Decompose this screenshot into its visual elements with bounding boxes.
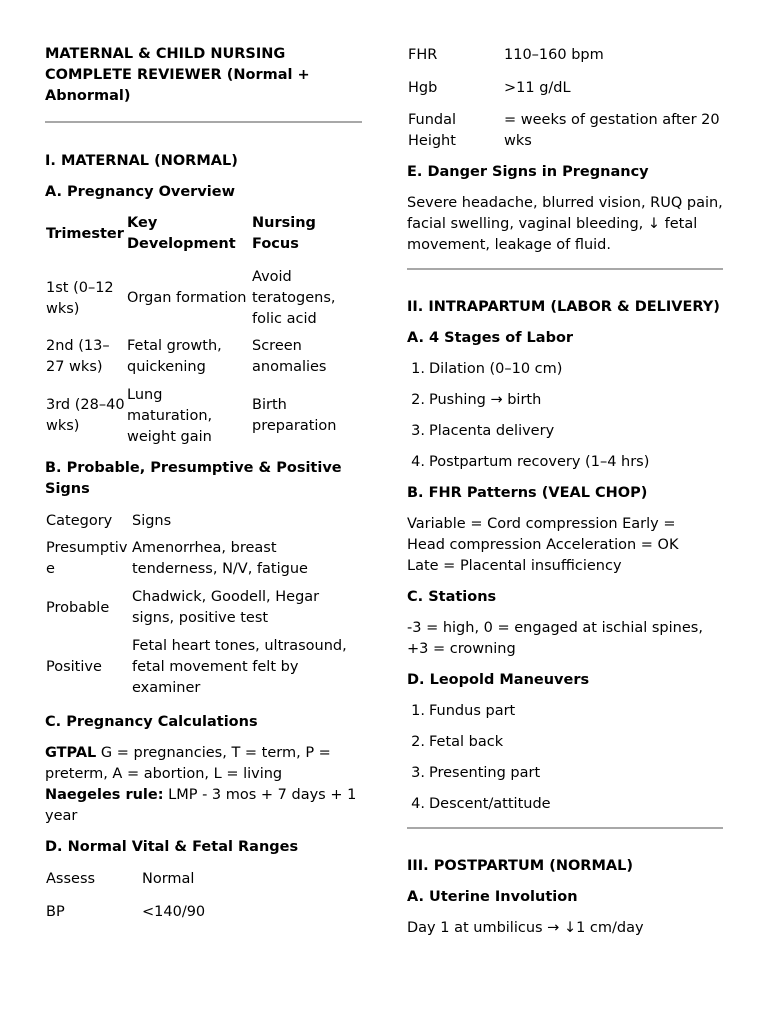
table-cell: = weeks of gestation after 20 wks — [504, 112, 720, 149]
list-item: 3. Presenting part — [411, 765, 541, 781]
table-cell: Probable — [46, 599, 110, 616]
table-cell: Avoid teratogens, folic acid — [252, 269, 336, 327]
list-item: 4. Postpartum recovery (1–4 hrs) — [411, 454, 650, 470]
table-header-row — [45, 868, 341, 901]
table-cell: 1st (0–12 wks) — [46, 279, 114, 317]
list-item: 2. Pushing → birth — [411, 392, 542, 408]
signs-table — [45, 510, 362, 704]
table-row — [45, 330, 362, 384]
table-cell: Lung maturation, weight gain — [127, 386, 213, 445]
table-row — [45, 586, 362, 630]
right-column — [407, 44, 723, 939]
fhr-patterns-heading: B. FHR Patterns (VEAL CHOP) — [407, 485, 648, 501]
table-row — [45, 532, 362, 586]
table-cell: Presumptive — [46, 540, 128, 577]
table-cell: Chadwick, Goodell, Hegar signs, positive test — [132, 589, 320, 626]
table-cell: Fetal heart tones, ultrasound, fetal movement felt by examiner — [132, 637, 347, 696]
gtpal-paragraph — [45, 743, 362, 827]
list-item: 1. Dilation (0–10 cm) — [411, 361, 563, 377]
table-cell: Hgb — [408, 79, 438, 96]
section-intrapartum-heading: II. INTRAPARTUM (LABOR & DELIVERY) — [407, 299, 720, 315]
list-item: 1. Fundus part — [411, 703, 516, 719]
gtpal-label: GTPAL — [45, 745, 97, 761]
vitals-table-part-1 — [45, 868, 341, 923]
left-column — [45, 44, 362, 923]
gtpal-text: G = pregnancies, T = term, P = preterm, A = abortion, L = living — [45, 745, 331, 782]
section-divider — [45, 121, 362, 123]
table-header-cell: Trimester — [46, 225, 124, 242]
table-header-row — [45, 510, 362, 532]
table-header-cell: Nursing Focus — [252, 215, 316, 252]
calculations-heading: C. Pregnancy Calculations — [45, 714, 258, 730]
table-header-cell: Assess — [46, 870, 96, 887]
table-cell: <140/90 — [142, 903, 206, 920]
table-cell: >11 g/dL — [504, 79, 571, 96]
table-row — [45, 267, 362, 330]
stages-heading: A. 4 Stages of Labor — [407, 330, 574, 346]
signs-heading: B. Probable, Presumptive & Positive Signs — [45, 460, 342, 497]
section-divider — [407, 268, 723, 270]
involution-heading: A. Uterine Involution — [407, 889, 578, 905]
table-cell: Birth preparation — [252, 397, 337, 434]
table-cell: 2nd (13–27 wks) — [46, 338, 110, 375]
danger-signs-heading: E. Danger Signs in Pregnancy — [407, 164, 649, 180]
vitals-table-part-2 — [407, 44, 723, 152]
table-cell: 110–160 bpm — [504, 46, 604, 63]
list-item: 3. Placenta delivery — [411, 423, 555, 439]
table-header-cell: Normal — [142, 870, 195, 887]
table-row — [45, 630, 362, 704]
table-cell: Screen anomalies — [252, 338, 327, 375]
table-cell: Organ formation — [127, 290, 247, 306]
list-item: 2. Fetal back — [411, 734, 504, 750]
table-cell: Fundal Height — [408, 112, 457, 149]
stations-text: -3 = high, 0 = engaged at ischial spines, +3 = crowning — [407, 620, 703, 657]
list-item: 4. Descent/attitude — [411, 796, 551, 812]
pregnancy-overview-heading: A. Pregnancy Overview — [45, 184, 235, 200]
section-divider — [407, 827, 723, 829]
pregnancy-overview-table — [45, 213, 362, 448]
table-row — [407, 110, 723, 152]
table-row — [45, 901, 341, 923]
table-cell: Amenorrhea, breast tenderness, N/V, fatigue — [132, 540, 308, 577]
section-postpartum-heading: III. POSTPARTUM (NORMAL) — [407, 858, 633, 874]
table-cell: 3rd (28–40 wks) — [46, 397, 125, 434]
naegele-text: LMP - 3 mos + 7 days + 1 year — [45, 787, 357, 824]
danger-signs-text: Severe headache, blurred vision, RUQ pain, facial swelling, vaginal bleeding, ↓ fetal movement, leakage of fluid. — [407, 195, 723, 253]
naegele-label: Naegeles rule: — [45, 787, 164, 803]
table-row — [407, 44, 723, 77]
table-cell: FHR — [408, 46, 438, 63]
fhr-patterns-text: Variable = Cord compression Early = Head compression Acceleration = OK Late = Placental insufficiency — [407, 516, 679, 574]
involution-text: Day 1 at umbilicus → ↓1 cm/day — [407, 920, 644, 936]
section-maternal-heading: I. MATERNAL (NORMAL) — [45, 153, 238, 169]
table-header-row — [45, 213, 362, 267]
table-cell: Fetal growth, quickening — [127, 338, 222, 375]
table-cell: BP — [46, 903, 65, 920]
table-header-cell: Category — [46, 512, 113, 529]
table-cell: Positive — [46, 658, 102, 675]
document-title: MATERNAL & CHILD NURSING COMPLETE REVIEWER (Normal + Abnormal) — [45, 46, 310, 104]
stations-heading: C. Stations — [407, 589, 497, 605]
table-header-cell: Signs — [132, 512, 172, 529]
table-row — [407, 77, 723, 110]
leopold-heading: D. Leopold Maneuvers — [407, 672, 590, 688]
table-header-cell: Key Development — [127, 215, 236, 252]
vitals-heading: D. Normal Vital & Fetal Ranges — [45, 839, 299, 855]
leopold-list — [407, 701, 723, 815]
stages-list — [407, 359, 723, 473]
table-row — [45, 384, 362, 448]
